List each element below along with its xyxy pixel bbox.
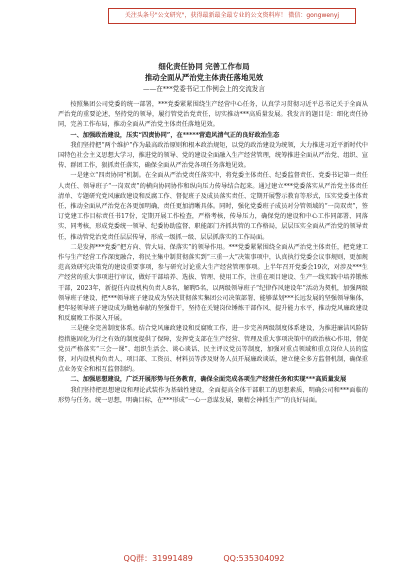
footer-qq: QQ:535304092 (223, 554, 285, 563)
body-paragraph: 三是健全完善制度体系。结合党风廉政建设和反腐败工作，进一步完善两级制度体系建设，为推进廉洁风险防控措施固化为行之有效的制度提供了保障，发挥党支部在生产经营、管理及重大事项决策中的政治核心作用，督促党员严格落实“三会一课”、组织生活会、谈心谈话、民主评议党员等制度，加强对重点领域和重点岗位人员的监督，对内设机构负责人、项目部、工资员、材料员等涉及财务人员开展廉政谈话，建立健全多方监督机制，确保重点业务安全和相互监督制约。 (58, 325, 368, 374)
footer-qq-group: QQ群：31991489 (123, 554, 193, 563)
body-paragraph: 按照集团公司党委的统一部署，***党委紧紧围绕生产经营中心任务，认真学习贯彻习近平总书记关于全面从严治党的重要论述，坚持党的领导，履行管党治党责任，切实推动***高质量发展。我发言的题目是：细化责任协同，完善工作布局，推动全面从严治党主体责任落地见效。 (58, 101, 368, 129)
doc-body (58, 100, 368, 406)
body-paragraph: 我们坚持把“两个维护”作为最高政治原则和根本政治规矩，以党的政治建设为统领，大力推进习近平新时代中国特色社会主义思想大学习，推进党的领导、党的建设全面融入生产经营管理，统筹推进全面从严治党、组织、宣传、群团工作，狠抓责任落实，确保全面从严治党各项任务落地见效。 (58, 141, 368, 170)
footer-contacts (0, 553, 408, 564)
promo-banner: 关注头条号"公文研究"，获得最新最全最专业的公文资料库！ 微信：gongwenyj (108, 8, 356, 24)
body-paragraph: 一是建立“四责协同”机制。在全面从严治党责任落实中，将党委主体责任、纪委监督责任、党委书记第一责任人责任、领导班子“一岗双责”的横向协同协作和纵向压力传导结合起来。通过建立***党委落实从严治党主体责任清单、专题研究党风廉政建设和反腐工作、督促班子及成员落实责任、定期开展警示教育等形式，压实党委主体责任，推动全面从严治党在各更加明确，责任更加清晰具体。同时，强化党委班子成员对分管领域的“一岗双责”，签订党建工作目标责任书17份，定期开展工作检查，严格考核，传导压力，确保党的建设和中心工作同部署、同落实、同考核，形成党委统一领导、纪委协助监督、职能部门齐抓共管的工作格局，层层压实全面从严治党的领导责任，推动管党治党责任层层传导，形成一级抓一级、层层抓落实的工作局面。 (58, 172, 368, 241)
doc-title-line2: 推动全面从严治党主体责任落地见效 (144, 73, 264, 82)
body-paragraph: 我们坚持把思想建设和理论武装作为基础性建设，全面提高全体干部职工的思想素质，明确公司和***面临的形势与任务。统一思想，明确目标，在***形成“一心一意谋发展，聚精会神抓生产”的良好局面。 (58, 386, 368, 404)
section-heading: 二、加强思想建设，广泛开展形势与任务教育，确保全面完成各项生产经营任务和实现***高质量发展 (70, 376, 347, 384)
section-heading: 一、加强政治建设，压实“四责协同”，在*****营造风清气正的良好政治生态 (70, 131, 280, 139)
doc-title-line1: 细化责任协同 完善工作布局 (158, 62, 250, 71)
body-paragraph: 二是发挥***党委“把方向、管大局、保落实”的领导作用。***党委紧紧围绕全面从严治党主体责任，把党建工作与生产经营工作深度融合，将民主集中制贯彻落实到“三重一大”决策事项中，认真执行党委会议事规则，更加规范高效研究决策党的建设重要事项，参与研究讨论重大生产经营管理事项。上半年召开党委会19次，对涉及***生产经营的重大事项进行审议，做好干部培养、选拔、管理、使用工作，注重在项目建设、生产一线实践中培养锻炼干部，2023年，新提任内设机构负责人8名，解聘5名，以两级领导班子“纪律作风建设年”活动为契机，加强两级领导班子建设，把***领导班子建设成为坚决贯彻落实集团公司决策部署、能够谋划***长远发展的坚强领导集体，把年轻领导班子建设成为勤勉奉献的坚强骨干，坚持在关键岗位锤炼干部作风、提升能力水平，推动党风廉政建设和反腐败工作深入开展。 (58, 243, 368, 323)
doc-subtitle: ——在***党委书记工作例会上的交流发言 (143, 85, 265, 93)
